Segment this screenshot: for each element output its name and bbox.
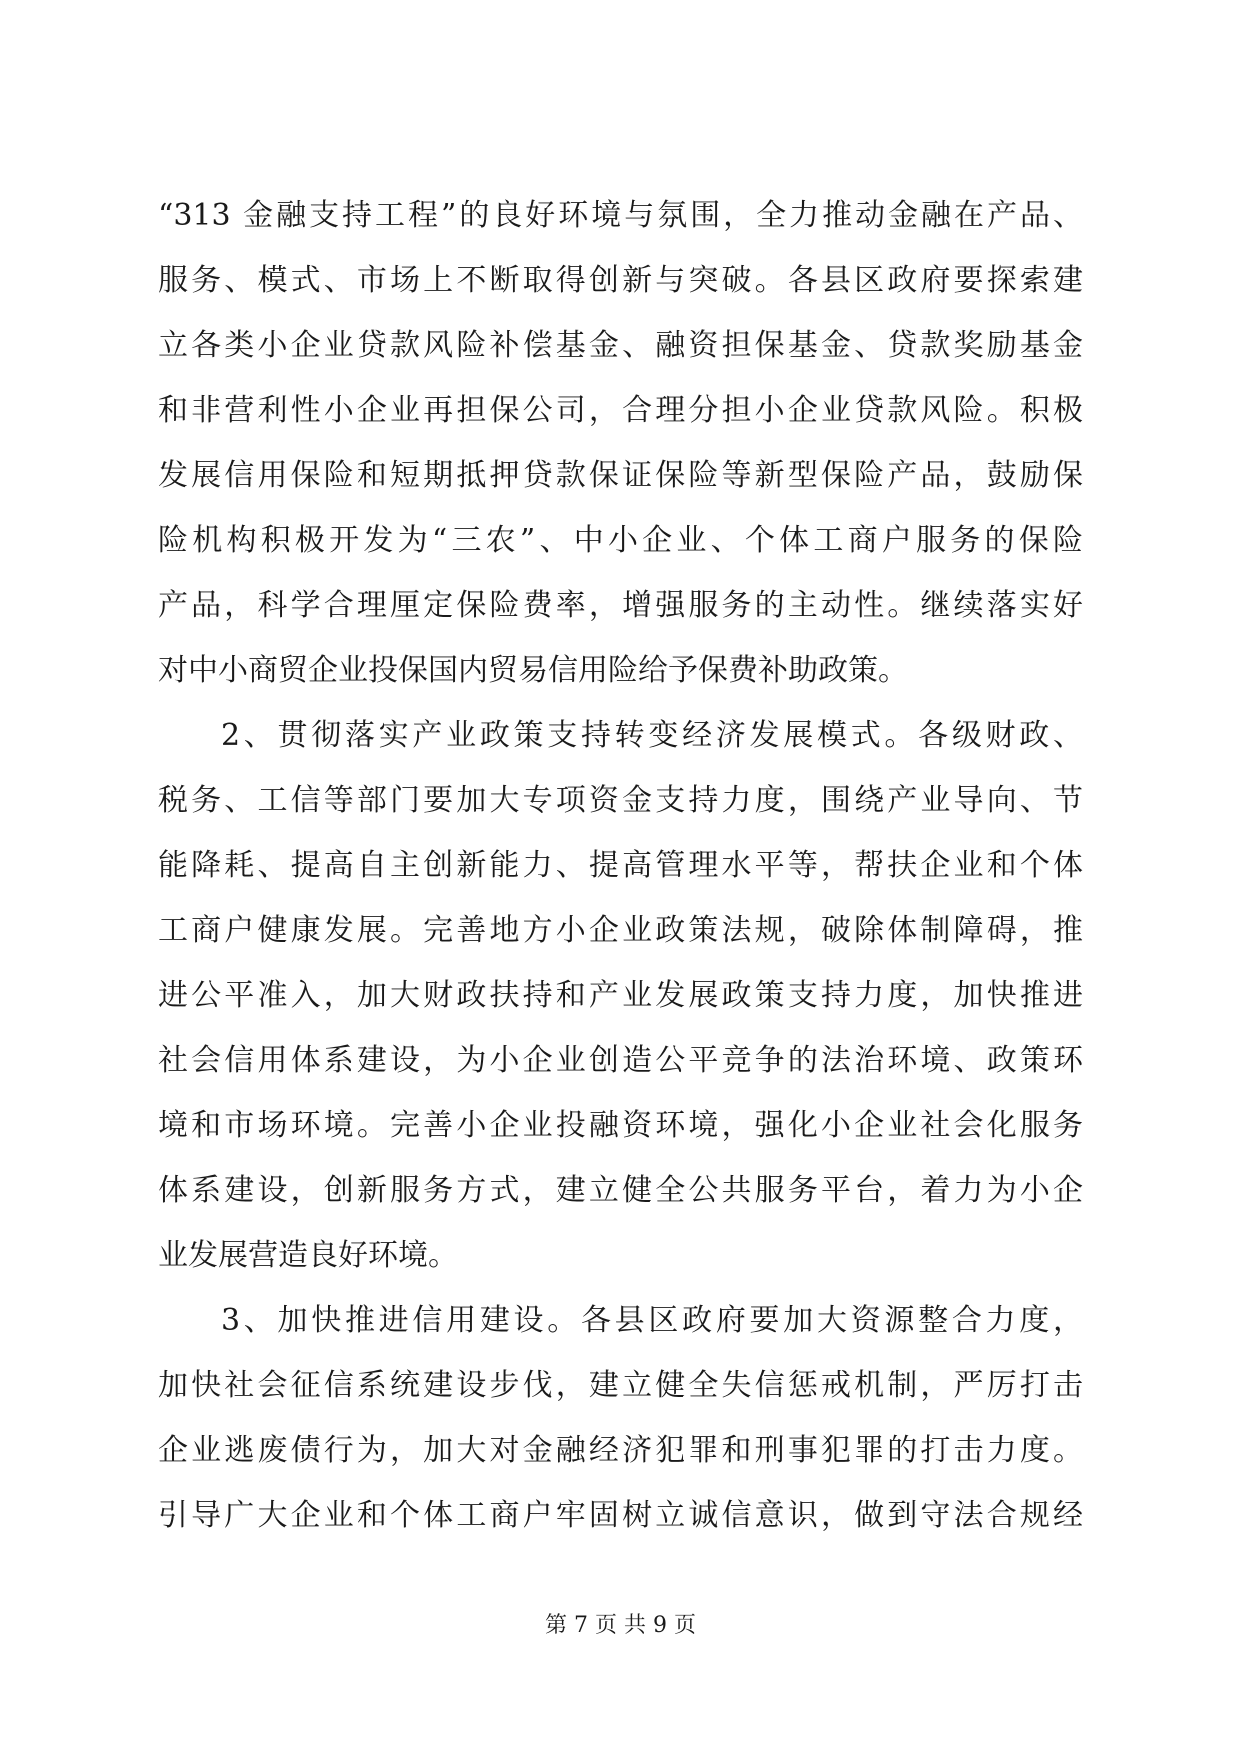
text-line: 工商户健康发展。完善地方小企业政策法规，破除体制障碍，推: [158, 913, 1083, 948]
text-line: 服务、模式、市场上不断取得创新与突破。各县区政府要探索建: [158, 263, 1083, 298]
text-line: 税务、工信等部门要加大专项资金支持力度，围绕产业导向、节: [158, 783, 1083, 818]
text-line: “313 金融支持工程”的良好环境与氛围，全力推动金融在产品、: [158, 198, 1083, 233]
page-number-footer: 第 7 页 共 9 页: [545, 1613, 696, 1638]
text-line: 业发展营造良好环境。: [158, 1238, 458, 1273]
text-line: 发展信用保险和短期抵押贷款保证保险等新型保险产品，鼓励保: [158, 458, 1083, 493]
text-line: 险机构积极开发为“三农”、中小企业、个体工商户服务的保险: [158, 523, 1083, 558]
text-line: 产品，科学合理厘定保险费率，增强服务的主动性。继续落实好: [158, 588, 1083, 623]
text-line: 引导广大企业和个体工商户牢固树立诚信意识，做到守法合规经: [158, 1498, 1083, 1533]
text-line: 企业逃废债行为，加大对金融经济犯罪和刑事犯罪的打击力度。: [158, 1433, 1083, 1468]
text-line: 2、贯彻落实产业政策支持转变经济发展模式。各级财政、: [221, 718, 1083, 753]
text-line: 加快社会征信系统建设步伐，建立健全失信惩戒机制，严厉打击: [158, 1368, 1083, 1403]
text-line: 和非营利性小企业再担保公司，合理分担小企业贷款风险。积极: [158, 393, 1083, 428]
text-line: 进公平准入，加大财政扶持和产业发展政策支持力度，加快推进: [158, 978, 1083, 1013]
text-line: 对中小商贸企业投保国内贸易信用险给予保费补助政策。: [158, 653, 908, 688]
text-line: 体系建设，创新服务方式，建立健全公共服务平台，着力为小企: [158, 1173, 1083, 1208]
text-line: 3、加快推进信用建设。各县区政府要加大资源整合力度，: [221, 1303, 1083, 1338]
text-line: 境和市场环境。完善小企业投融资环境，强化小企业社会化服务: [158, 1108, 1083, 1143]
text-line: 立各类小企业贷款风险补偿基金、融资担保基金、贷款奖励基金: [158, 328, 1083, 363]
text-line: 能降耗、提高自主创新能力、提高管理水平等，帮扶企业和个体: [158, 848, 1083, 883]
text-line: 社会信用体系建设，为小企业创造公平竞争的法治环境、政策环: [158, 1043, 1083, 1078]
